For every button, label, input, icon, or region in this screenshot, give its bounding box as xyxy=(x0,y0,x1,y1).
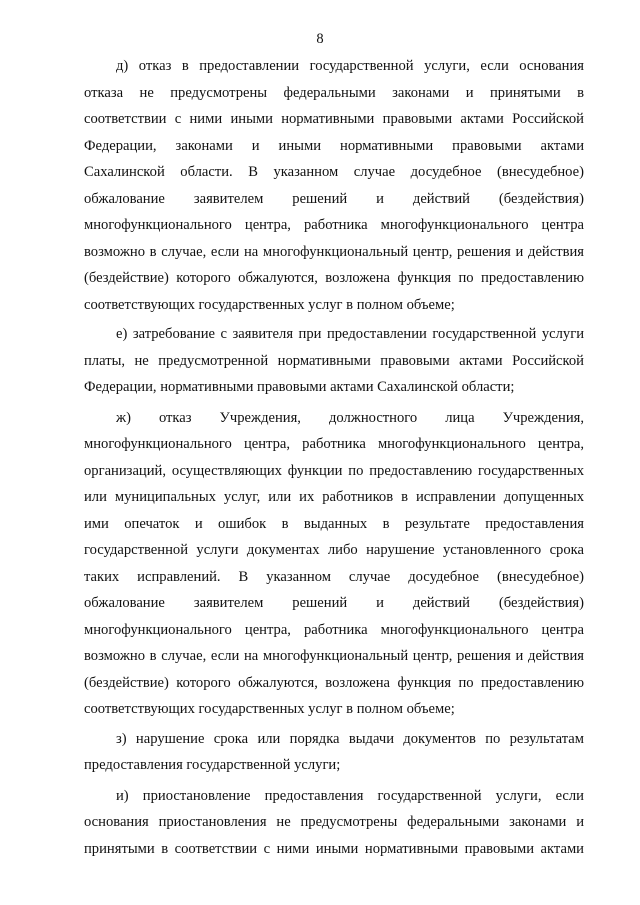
text-line: е) затребование с заявителя при предоставлении государственной услуги xyxy=(116,326,584,342)
text-line: принятыми в соответствии с ними иными нормативными правовыми актами xyxy=(84,840,584,857)
text-line: основания приостановления не предусмотрены федеральными законами и xyxy=(84,814,584,830)
text-line: предоставления государственной услуги; xyxy=(84,757,341,773)
text-line: или муниципальных услуг, или их работников в исправлении допущенных xyxy=(84,489,584,505)
paragraph xyxy=(84,53,584,318)
text-line: организаций, осуществляющих функции по предоставлению государственных xyxy=(84,462,584,479)
text-line: обжалование заявителем решений и действий (бездействия) xyxy=(84,595,584,611)
paragraph xyxy=(84,783,584,863)
text-line: Федерации, нормативными правовыми актами Сахалинской области; xyxy=(84,379,515,395)
paragraph xyxy=(84,321,584,401)
text-line: таких исправлений. В указанном случае досудебное (внесудебное) xyxy=(84,568,584,585)
text-line: ими опечаток и ошибок в выданных в результате предоставления xyxy=(84,515,584,532)
text-line: соответствующих государственных услуг в полном объеме; xyxy=(84,701,455,717)
text-line: соответствии с ними иными нормативными правовыми актами Российской xyxy=(84,111,584,127)
text-line: ж) отказ Учреждения, должностного лица Учреждения, xyxy=(116,409,584,426)
page-number: 8 xyxy=(316,31,324,47)
text-line: отказа не предусмотрены федеральными законами и принятыми в xyxy=(84,84,584,101)
text-line: Сахалинской области. В указанном случае досудебное (внесудебное) xyxy=(84,164,584,180)
paragraph xyxy=(84,726,584,779)
text-line: соответствующих государственных услуг в полном объеме; xyxy=(84,296,455,313)
text-line: платы, не предусмотренной нормативными правовыми актами Российской xyxy=(84,352,584,369)
text-line: государственной услуги документах либо нарушение установленного срока xyxy=(84,542,584,558)
paragraph xyxy=(84,405,584,723)
text-line: д) отказ в предоставлении государственной услуги, если основания xyxy=(116,58,584,74)
text-line: и) приостановление предоставления государственной услуги, если xyxy=(116,787,584,804)
text-line: возможно в случае, если на многофункциональный центр, решения и действия xyxy=(84,243,584,260)
text-line: многофункционального центра, работника многофункционального центра xyxy=(84,621,584,638)
document-body xyxy=(84,53,584,862)
text-line: многофункционального центра, работника многофункционального центра xyxy=(84,217,584,233)
text-line: многофункционального центра, работника многофункционального центра, xyxy=(84,436,584,452)
text-line: з) нарушение срока или порядка выдачи документов по результатам xyxy=(116,730,584,747)
text-line: Федерации, законами и иными нормативными правовыми актами xyxy=(84,137,584,154)
text-line: (бездействие) которого обжалуются, возложена функция по предоставлению xyxy=(84,674,584,691)
text-line: обжалование заявителем решений и действий (бездействия) xyxy=(84,190,584,207)
text-line: возможно в случае, если на многофункциональный центр, решения и действия xyxy=(84,648,584,664)
text-line: (бездействие) которого обжалуются, возложена функция по предоставлению xyxy=(84,270,584,286)
